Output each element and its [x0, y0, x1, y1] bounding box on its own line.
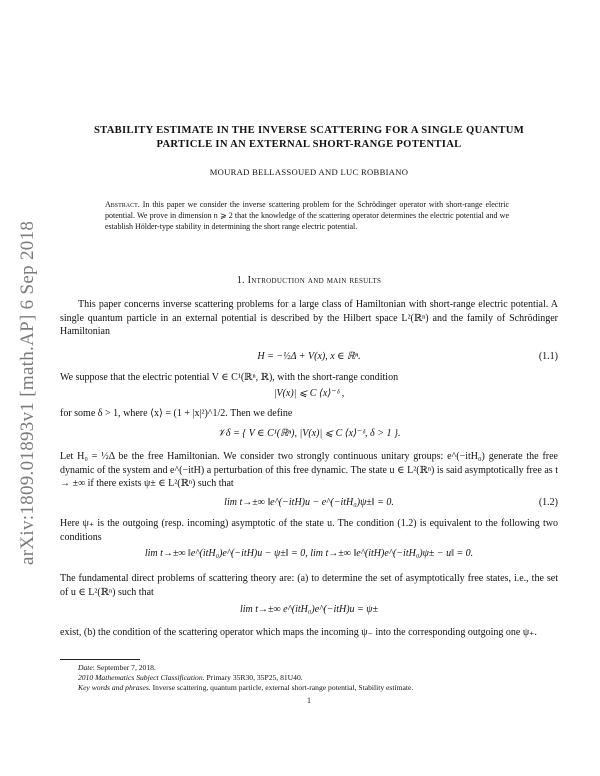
abstract-text: In this paper we consider the inverse scattering problem for the Schrödinger operator with short-range electric potential. We prove in dimension n ⩾ 2 that the knowledge of the scattering operator determines the electric potential and we establish Hölder-type stability in determining the short range electric potential. [105, 200, 509, 231]
footnote-msc-label: 2010 Mathematics Subject Classification. [78, 673, 205, 682]
page-number: 1 [307, 696, 311, 705]
footnote-date-value: : September 7, 2018. [92, 663, 156, 672]
equation-1-1-body: H = −½Δ + V(x), x ∈ ℝⁿ. [257, 351, 361, 362]
paper-title-line-1: STABILITY ESTIMATE IN THE INVERSE SCATTERING FOR A SINGLE QUANTUM [93, 125, 525, 136]
equation-1-1-number: (1.1) [538, 351, 558, 362]
footnote-keywords [78, 683, 558, 694]
paragraph-7: exist, (b) the condition of the scattering operator which maps the incoming ψ₋ into the corresponding outgoing one ψ₊. [60, 627, 537, 638]
footnote-rule [60, 659, 140, 660]
equation-1-2-number: (1.2) [538, 497, 558, 508]
footnote-date [78, 663, 558, 674]
equation-short-range: |V(x)| ⩽ C ⟨x⟩⁻ᵟ , [273, 388, 345, 399]
footnote-msc-value: Primary 35R30, 35P25, 81U40. [204, 673, 303, 682]
paper-title [60, 124, 558, 151]
paper-title-line-2: PARTICLE IN AN EXTERNAL SHORT-RANGE POTENTIAL [156, 138, 462, 150]
equation-conditions: lim t→±∞ ‖e^(itH₀)e^(−itH)u − ψ±‖ = 0, lim t→±∞ ‖e^(itH)e^(−itH₀)ψ± − u‖ = 0. [144, 548, 474, 559]
arxiv-identifier-sidebar [6, 185, 46, 565]
section-heading: 1. Introduction and main results [236, 275, 382, 286]
abstract [105, 199, 509, 232]
footnote-msc [78, 673, 558, 684]
paragraph-1: This paper concerns inverse scattering problems for a large class of Hamiltonian with short-range electric potential. A single quantum particle in an external potential is described by the Hilbert space L²(ℝⁿ) and the family of Schrödinger Hamiltonian [60, 299, 558, 337]
paragraph-4: Let H₀ = ½Δ be the free Hamiltonian. We consider two strongly continuous unitary groups: e^(−itH₀) generate the free dynamic of the system and e^(−itH) a perturbation of this free dynamic. The state u ∈ L²(ℝⁿ) is said asymptotically free as t → ±∞ if there exists ψ± ∈ L²(ℝⁿ) such that [60, 451, 558, 489]
footnote-keywords-value: Inverse scattering, quantum particle, external short-range potential, Stability estimate. [150, 683, 414, 692]
paragraph-3: for some δ > 1, where ⟨x⟩ = (1 + |x|²)^1/2. Then we define [60, 408, 293, 419]
abstract-label: Abstract. [105, 200, 140, 209]
arxiv-identifier-svg [6, 185, 46, 565]
paragraph-2: We suppose that the electric potential V ∈ C¹(ℝⁿ, ℝ), with the short-range condition [60, 372, 399, 383]
equation-1-1 [60, 351, 558, 362]
equation-asymptotic: lim t→±∞ e^(itH₀)e^(−itH)u = ψ± [239, 604, 379, 615]
paragraph-6: The fundamental direct problems of scattering theory are: (a) to determine the set of asymptotically free states, i.e., the set of u ∈ L²(ℝⁿ) such that [60, 573, 558, 598]
equation-1-2-body: lim t→±∞ ‖e^(−itH)u − e^(−itH₀)ψ±‖ = 0. [224, 497, 394, 508]
equation-vdelta: 𝒱δ = { V ∈ C¹(ℝⁿ), |V(x)| ⩽ C ⟨x⟩⁻ᵟ, δ > 1 }. [217, 428, 401, 439]
equation-1-2 [60, 497, 558, 508]
paragraph-5: Here ψ₊ is the outgoing (resp. incoming) asymptotic of the state u. The condition (1.2) is equivalent to the following two conditions [60, 518, 558, 543]
arxiv-identifier-text: arXiv:1809.01893v1 [math.AP] 6 Sep 2018 [17, 220, 38, 565]
paper-authors: MOURAD BELLASSOUED AND LUC ROBBIANO [209, 167, 409, 177]
footnote-date-label: Date [78, 663, 93, 672]
footnote-keywords-label: Key words and phrases. [78, 683, 151, 692]
